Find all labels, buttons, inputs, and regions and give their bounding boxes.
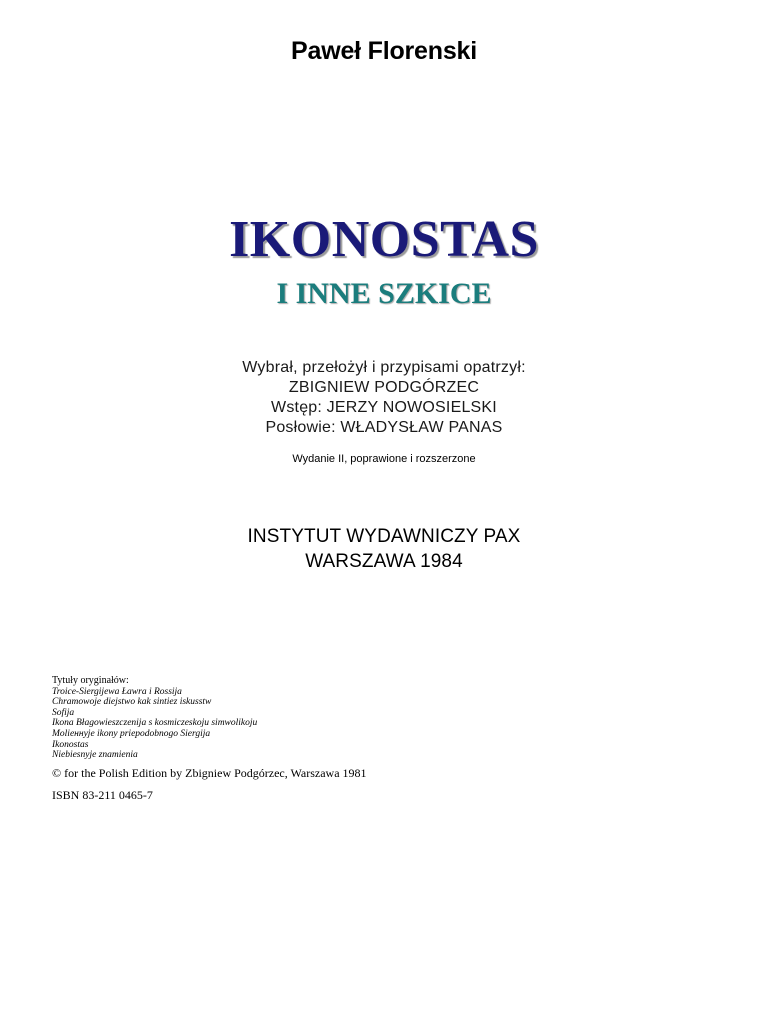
book-title: IKONOSTAS bbox=[229, 211, 539, 268]
original-title-item: Ikona Błagowieszczenija s kosmiczeskoju simwolikoju bbox=[52, 718, 258, 729]
edition-note: Wydanie II, poprawione i rozszerzone bbox=[292, 453, 476, 465]
credits-selected-by: Wybrał, przełożył i przypisami opatrzył: bbox=[242, 359, 526, 376]
original-titles-label: Tytuły oryginałów: bbox=[52, 675, 129, 686]
original-title-item: Molieннyje ikony priepodobnogo Siergija bbox=[52, 728, 211, 739]
credits-translator: ZBIGNIEW PODGÓRZEC bbox=[288, 379, 480, 396]
original-titles bbox=[52, 676, 452, 761]
author-name: Paweł Florenski bbox=[291, 37, 477, 65]
isbn: ISBN 83-211 0465-7 bbox=[52, 788, 153, 802]
original-title-item: Chramowoje diejstwo kak sintiez iskusstw bbox=[52, 697, 212, 708]
book-subtitle: I INNE SZKICE bbox=[276, 277, 492, 310]
copyright-notice: © for the Polish Edition by Zbigniew Podgórzec, Warszawa 1981 bbox=[52, 766, 367, 780]
publisher-block bbox=[0, 524, 768, 574]
credits-introduction: Wstęp: JERZY NOWOSIELSKI bbox=[271, 399, 497, 416]
credits-block bbox=[0, 358, 768, 438]
original-title-item: Ikonostas bbox=[52, 739, 89, 750]
publisher-place-year: WARSZAWA 1984 bbox=[305, 551, 463, 572]
publisher-name: INSTYTUT WYDAWNICZY PAX bbox=[247, 526, 521, 547]
credits-afterword: Posłowie: WŁADYSŁAW PANAS bbox=[265, 419, 503, 436]
original-title-item: Niebiesnyje znamienia bbox=[52, 750, 138, 761]
original-title-item: Sofija bbox=[52, 707, 75, 718]
original-title-item: Troice-Siergijewa Ławra i Rossija bbox=[52, 686, 182, 697]
